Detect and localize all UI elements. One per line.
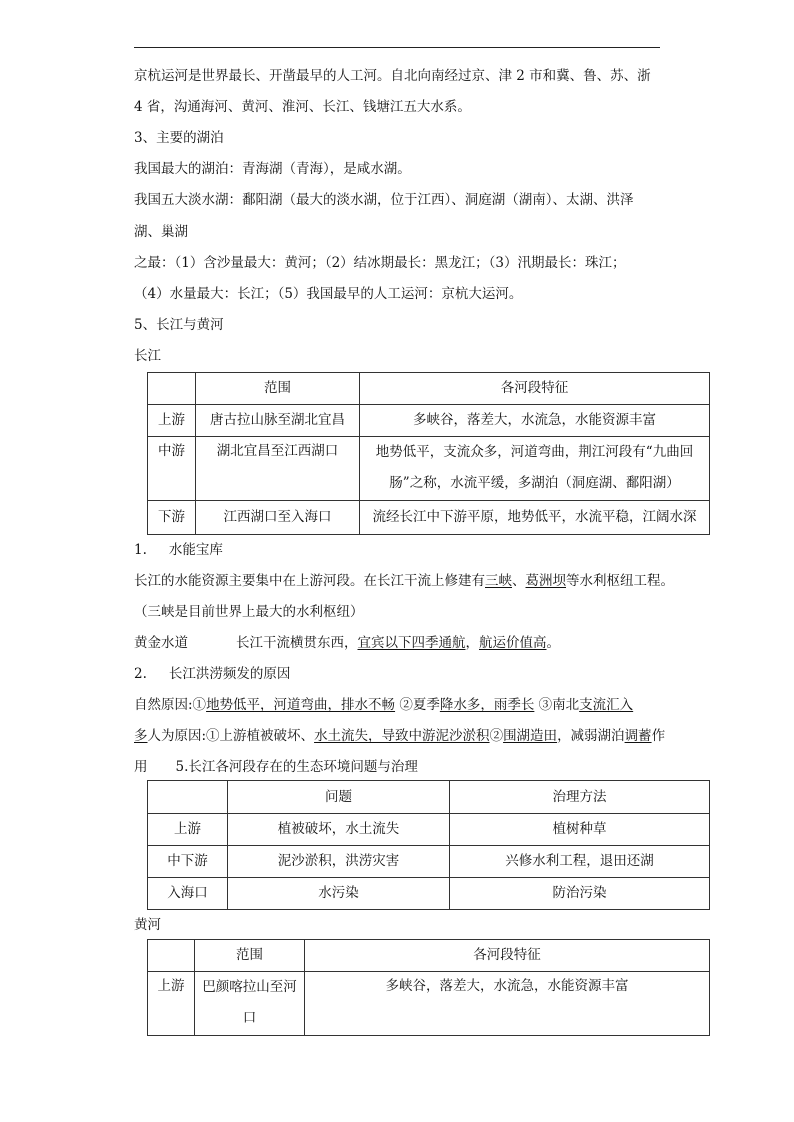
paragraph-line: 4 省，沟通海河、黄河、淮河、长江、钱塘江五大水系。 [134, 99, 471, 115]
subsection-heading: 长江 [134, 348, 161, 364]
text-run: 黄金水道 [134, 635, 188, 651]
table-header-cell: 范围 [195, 940, 305, 972]
list-text: 长江洪涝频发的原因 [168, 666, 291, 682]
text-run: 等水利枢纽工程。 [566, 573, 674, 589]
paragraph-line [134, 759, 418, 775]
section-heading: 5、长江与黄河 [134, 317, 224, 333]
list-number: 2. [134, 666, 147, 682]
table-cell: 湖北宜昌至江西湖口 [196, 437, 360, 501]
eco-table [147, 780, 710, 910]
paragraph-line: 之最：（1）含沙量最大：黄河；（2）结冰期最长：黑龙江；（3）汛期最长：珠江； [134, 255, 626, 271]
underlined-text: 调蓄 [624, 728, 652, 744]
text-run: 自然原因:① [134, 697, 207, 713]
text-run: ，减弱湖泊 [557, 728, 625, 744]
table-header-cell: 范围 [196, 373, 360, 405]
text-run: ， [465, 635, 479, 651]
table-header-cell: 问题 [228, 781, 450, 814]
table-cell: 中游 [148, 437, 196, 501]
yellow-river-table [147, 939, 710, 1036]
table-cell [195, 972, 305, 1036]
table-cell: 上游 [148, 405, 196, 437]
paragraph-line: 湖、巢湖 [134, 224, 188, 240]
table-cell: 多峡谷，落差大，水流急，水能资源丰富 [360, 405, 710, 437]
table-cell-line: 巴颜喀拉山至河 [202, 979, 297, 995]
numbered-heading [134, 666, 290, 682]
table-cell-line: 肠”之称，水流平缓，多湖泊（洞庭湖、鄱阳湖） [389, 475, 680, 491]
underlined-text: 多 [134, 728, 148, 744]
table-cell [360, 437, 710, 501]
table-header-cell [148, 373, 196, 405]
table-cell: 流经长江中下游平原，地势低平，水流平稳，江阔水深 [360, 501, 710, 535]
underlined-text: 三峡 [485, 573, 512, 589]
paragraph-line [134, 635, 560, 651]
text-run: 用 [134, 759, 148, 775]
table-header-cell: 治理方法 [450, 781, 710, 814]
text-run: 5.长江各河段存在的生态环境问题与治理 [175, 759, 418, 775]
table-cell: 中下游 [148, 846, 228, 878]
list-text: 水能宝库 [168, 542, 223, 558]
table-cell: 上游 [148, 814, 228, 846]
table-cell-line: 口 [242, 1010, 257, 1026]
table-cell: 植被破坏，水土流失 [228, 814, 450, 846]
subsection-heading: 黄河 [134, 917, 161, 933]
table-cell-line: 地势低平，支流众多，河道弯曲，荆江河段有“九曲回 [375, 444, 694, 460]
paragraph-line [134, 697, 633, 713]
underlined-text: 航运价值高 [479, 635, 547, 651]
table-cell: 兴修水利工程，退田还湖 [450, 846, 710, 878]
header-rule [134, 47, 660, 48]
numbered-heading [134, 542, 223, 558]
yangtze-table [147, 372, 710, 535]
text-run: ③南北 [534, 697, 580, 713]
underlined-text: 宜宾以下四季通航 [357, 635, 466, 651]
table-cell: 下游 [148, 501, 196, 535]
table-cell: 植树种草 [450, 814, 710, 846]
underlined-text: 支流汇入 [579, 697, 634, 713]
table-cell: 水污染 [228, 878, 450, 910]
text-run: 长江的水能资源主要集中在上游河段。在长江干流上修建有 [134, 573, 485, 589]
list-number: 1. [134, 542, 147, 558]
paragraph-line: （4）水量最大：长江；（5）我国最早的人工运河：京杭大运河。 [134, 286, 523, 302]
table-header-cell: 各河段特征 [360, 373, 710, 405]
paragraph-line: 我国最大的湖泊：青海湖（青海），是咸水湖。 [134, 161, 411, 177]
underlined-text: 葛洲坝 [525, 573, 566, 589]
paragraph-line: （三峡是目前世界上最大的水利枢纽） [134, 604, 364, 620]
underlined-text: 水土流失，导致中游泥沙淤积 [314, 728, 490, 744]
text-run: 长江干流横贯东西， [236, 635, 358, 651]
text-run: 。 [546, 635, 560, 651]
paragraph-line [134, 728, 665, 744]
paragraph-line [134, 573, 674, 589]
underlined-text: 围湖造田 [503, 728, 558, 744]
table-header-cell [148, 781, 228, 814]
section-heading: 3、主要的湖泊 [134, 130, 224, 146]
text-run: 人为原因:①上游植被破坏、 [147, 728, 315, 744]
table-header-cell [148, 940, 195, 972]
table-cell: 江西湖口至入海口 [196, 501, 360, 535]
paragraph-line: 我国五大淡水湖：鄱阳湖（最大的淡水湖，位于江西）、洞庭湖（湖南）、太湖、洪泽 [134, 192, 634, 208]
table-cell: 上游 [148, 972, 195, 1036]
text-run: 、 [512, 573, 526, 589]
underlined-text: 地势低平，河道弯曲，排水不畅 [206, 697, 396, 713]
text-run: 作 [651, 728, 666, 744]
table-header-cell: 各河段特征 [305, 940, 710, 972]
table-cell: 唐古拉山脉至湖北宜昌 [196, 405, 360, 437]
paragraph-line: 京杭运河是世界最长、开凿最早的人工河。自北向南经过京、津 2 市和冀、鲁、苏、浙 [134, 68, 651, 84]
underlined-text: 降水多，雨季长 [439, 697, 535, 713]
table-cell: 泥沙淤积，洪涝灾害 [228, 846, 450, 878]
text-run: ② [489, 728, 504, 744]
table-cell: 入海口 [148, 878, 228, 910]
text-run: ②夏季 [395, 697, 440, 713]
table-cell: 防治污染 [450, 878, 710, 910]
table-cell: 多峡谷，落差大，水流急，水能资源丰富 [305, 972, 710, 1036]
